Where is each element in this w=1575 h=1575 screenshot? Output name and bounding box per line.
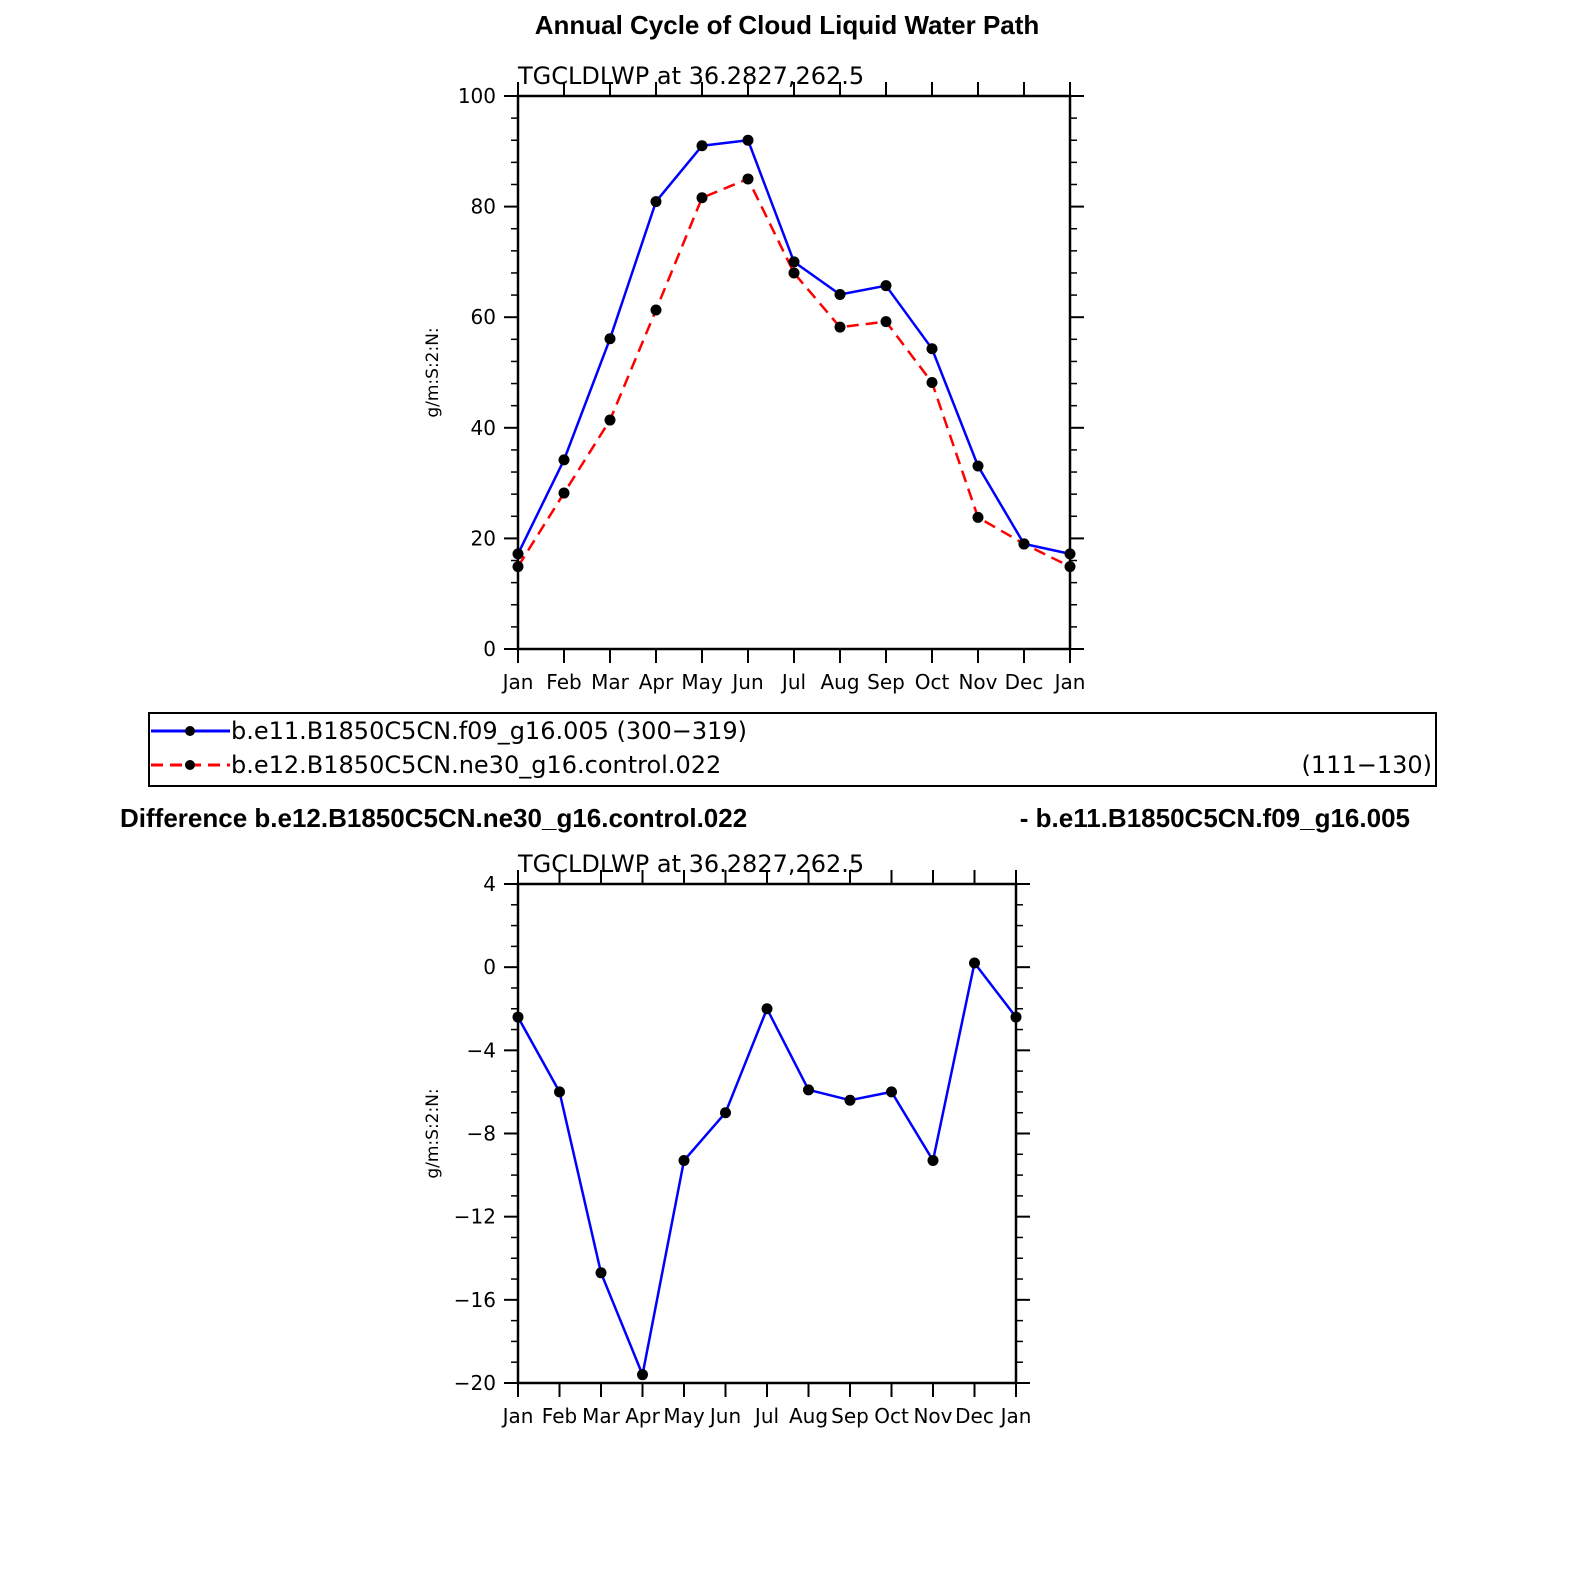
- top-ytick-label: 40: [470, 415, 496, 440]
- top-series-1-point: [835, 322, 846, 333]
- top-series-0-point: [835, 289, 846, 300]
- diff-plot-frame: [518, 884, 1016, 1383]
- top-xtick-label: Dec: [1004, 670, 1044, 694]
- top-series-1-point: [743, 173, 754, 184]
- diff-series-0-point: [845, 1095, 856, 1106]
- top-series-1-point: [697, 192, 708, 203]
- legend-marker-case: [185, 760, 195, 770]
- top-series-1-point: [973, 512, 984, 523]
- diff-series-line-0: [518, 963, 1016, 1375]
- diff-series-0-point: [886, 1086, 897, 1097]
- diff-xtick-label: Apr: [625, 1404, 660, 1428]
- top-series-1-point: [559, 488, 570, 499]
- top-series-0-point: [973, 460, 984, 471]
- top-xtick-label: Sep: [867, 670, 905, 694]
- legend-marker-control: [185, 726, 195, 736]
- diff-series-0-point: [637, 1369, 648, 1380]
- diff-ytick-label: −20: [453, 1371, 496, 1395]
- top-series-0-point: [513, 548, 524, 559]
- diff-series-0-point: [596, 1267, 607, 1278]
- top-ytick-label: 0: [483, 637, 496, 661]
- diff-xtick-label: May: [663, 1404, 705, 1428]
- top-series-1-point: [605, 415, 616, 426]
- diff-xtick-label: Feb: [541, 1404, 578, 1428]
- top-xtick-label: Mar: [591, 670, 629, 694]
- diff-ylabel: g/m:S:2:N:: [423, 1088, 443, 1179]
- annual-cycle-chart: [423, 62, 1085, 694]
- top-series-line-1: [518, 179, 1070, 567]
- diff-xtick-label: Jul: [754, 1404, 780, 1428]
- top-ytick-label: 100: [457, 84, 496, 108]
- diff-series-0-point: [762, 1003, 773, 1014]
- legend-label-control: b.e11.B1850C5CN.f09_g16.005 (300−319): [231, 717, 747, 745]
- top-series-line-0: [518, 140, 1070, 554]
- diff-xtick-label: Nov: [913, 1404, 953, 1428]
- top-ylabel: g/m:S:2:N:: [423, 327, 443, 418]
- diff-series-0-point: [969, 958, 980, 969]
- diff-ytick-label: −4: [466, 1038, 496, 1063]
- diff-ytick-label: −12: [453, 1204, 496, 1229]
- top-series-0-point: [881, 280, 892, 291]
- top-ytick-label: 20: [470, 526, 496, 551]
- diff-xtick-label: Mar: [582, 1404, 620, 1428]
- diff-xtick-label: Aug: [788, 1404, 829, 1428]
- top-series-1-point: [927, 377, 938, 388]
- legend-label-case: b.e12.B1850C5CN.ne30_g16.control.022: [231, 751, 722, 779]
- diff-ytick-label: 0: [483, 955, 496, 980]
- diff-series-0-point: [1011, 1012, 1022, 1023]
- top-subtitle: TGCLDLWP at 36.2827,262.5: [518, 62, 865, 90]
- top-series-0-point: [697, 140, 708, 151]
- diff-series-0-point: [513, 1012, 524, 1023]
- top-xtick-label: Nov: [958, 670, 998, 694]
- top-xtick-label: Oct: [914, 670, 950, 694]
- difference-chart: [423, 850, 1031, 1428]
- diff-ytick-label: 4: [483, 872, 496, 896]
- diff-xtick-label: Jun: [709, 1404, 742, 1428]
- top-series-1-point: [1019, 538, 1030, 549]
- top-xtick-label: Feb: [546, 670, 582, 694]
- legend: [149, 713, 1436, 786]
- top-xtick-label: May: [681, 670, 723, 694]
- top-series-0-point: [743, 135, 754, 146]
- top-xtick-label: Apr: [638, 670, 674, 694]
- top-xtick-label: Jan: [1054, 670, 1086, 694]
- top-xtick-label: Aug: [820, 670, 860, 694]
- top-ytick-label: 60: [470, 305, 496, 330]
- top-ytick-label: 80: [470, 194, 496, 219]
- top-series-1-point: [881, 316, 892, 327]
- top-xtick-label: Jan: [502, 670, 534, 694]
- diff-series-0-point: [928, 1155, 939, 1166]
- top-xtick-label: Jun: [732, 670, 764, 694]
- legend-suffix-case: (111−130): [1301, 751, 1432, 779]
- diff-series-0-point: [679, 1155, 690, 1166]
- top-series-0-point: [1065, 548, 1076, 559]
- figure-title: Annual Cycle of Cloud Liquid Water Path: [534, 10, 1040, 40]
- diff-series-0-point: [554, 1086, 565, 1097]
- top-series-0-point: [789, 256, 800, 267]
- top-xtick-label: Jul: [781, 670, 807, 694]
- top-series-1-point: [513, 561, 524, 572]
- top-series-0-point: [559, 454, 570, 465]
- diff-series-0-point: [803, 1084, 814, 1095]
- diff-xtick-label: Oct: [874, 1404, 909, 1428]
- top-series-1-point: [651, 305, 662, 316]
- top-plot-frame: [518, 96, 1070, 649]
- top-series-0-point: [605, 333, 616, 344]
- diff-series-0-point: [720, 1107, 731, 1118]
- diff-xtick-label: Jan: [1000, 1404, 1032, 1428]
- top-series-1-point: [789, 267, 800, 278]
- diff-ytick-label: −8: [466, 1121, 496, 1146]
- difference-title-left: Difference b.e12.B1850C5CN.ne30_g16.control.022: [120, 803, 748, 833]
- difference-title-right: - b.e11.B1850C5CN.f09_g16.005: [1019, 803, 1410, 833]
- top-series-0-point: [651, 196, 662, 207]
- diff-ytick-label: −16: [453, 1287, 496, 1312]
- diff-subtitle: TGCLDLWP at 36.2827,262.5: [518, 850, 865, 878]
- top-series-0-point: [927, 343, 938, 354]
- diff-xtick-label: Jan: [502, 1404, 534, 1428]
- diff-xtick-label: Sep: [831, 1404, 869, 1428]
- diff-xtick-label: Dec: [955, 1404, 994, 1428]
- top-series-1-point: [1065, 561, 1076, 572]
